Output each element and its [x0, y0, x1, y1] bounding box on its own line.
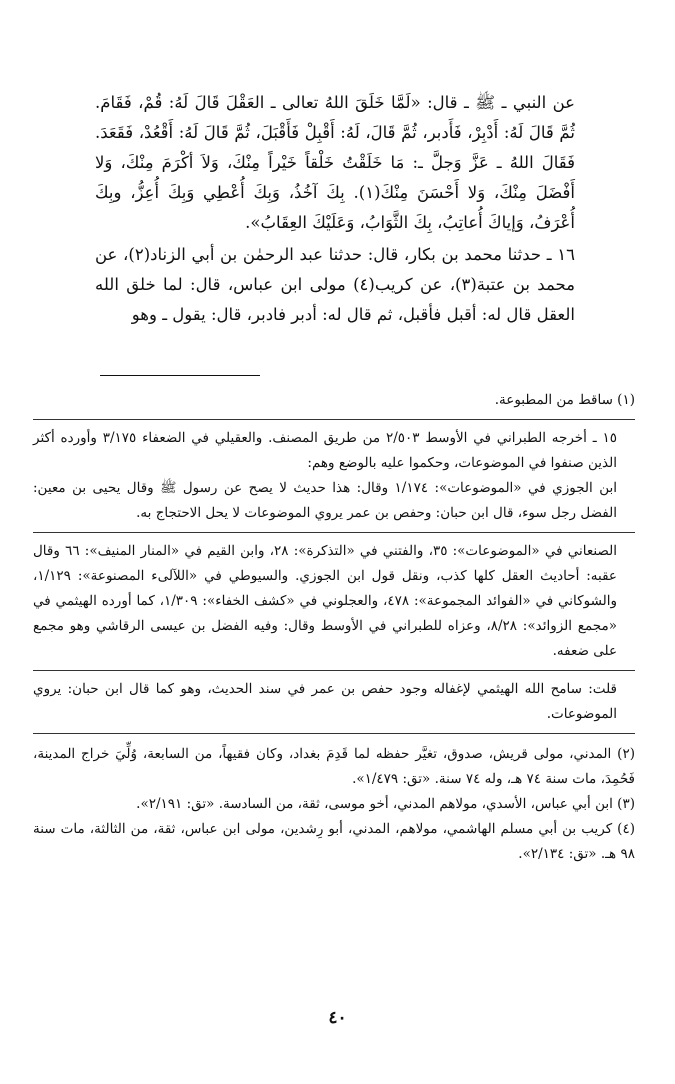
footnote-1-sources: الصنعاني في «الموضوعات»: ٣٥، والفتني في «التذكرة»: ٢٨، وابن القيم في «المنار المنيف»: ٦٦ وقال عقبه: أحاديث العقل كلها كذب، ونقل قول ابن الجوزي. والسيوطي في «اللآلىء المصنوعة»: ١/١٢٩، والشوكاني في «الفوائد المجموعة»: ٤٧٨، والعجلوني في «كشف الخفاء»: ١/٣٠٩، كما أورده الهيثمي في «مجمع الزوائد»: ٨/٢٨، وعزاه للطبراني في الأوسط وقال: وفيه الفضل بن عيسى الرقاشي وهو مجمع على ضعفه. [33, 543, 617, 659]
footnote-1: (١) ساقط من المطبوعة. [494, 392, 635, 408]
footnotes [33, 388, 635, 867]
footnote-divider [100, 375, 260, 376]
footnote-rule [33, 733, 635, 734]
footnote-rule [33, 532, 635, 533]
hadith-paragraph-15: عن النبي ـ ﷺ ـ قال: «لَمَّا خَلَقَ اللهُ تعالى ـ العَقْلَ قَالَ لَهُ: قُمْ، فَقَامَ. ثُمَّ قَالَ لَهُ: أَدْبِرْ، فَأَدبر، ثُمَّ قَالَ، لَهُ: أَقْبِلْ فَأَقْبَلَ، ثُمَّ قَالَ لَهُ: أَقْعُدْ، فَقَعَدَ. فَقَالَ اللهُ ـ عَزَّ وَجلَّ ـ: مَا خَلَقْتُ خَلْقاً خَيْراً مِنْكَ، وَلاَ أكْرَمَ مِنْكَ، وَلا أَفْضَلَ مِنْكَ، وَلا أَحْسَنَ مِنْكَ(١). بِكَ آخُذُ، وَبِكَ أُعْطِي وَبِكَ أُعِزُّ، وبِكَ أُعْرَفُ، وَإياكَ أُعاتِبُ، بِكَ الثَّوَابُ، وَعَلَيْكَ العِقَابُ». [95, 93, 576, 232]
hadith-paragraph-16: ١٦ ـ حدثنا محمد بن بكار، قال: حدثنا عبد الرحمٰن بن أبي الزناد(٢)، عن محمد بن عتبة(٣)، عن كريب(٤) مولى ابن عباس، قال: لما خلق الله العقل قال له: أقبل فأقبل، ثم قال له: أدبر فادبر، قال: يقول ـ وهو [95, 245, 575, 324]
footnote-3: (٣) ابن أبي عباس، الأسدي، مولاهم المدني، أخو موسى، ثقة، من السادسة. «تق: ٢/١٩١». [136, 796, 635, 812]
page-number: ٤٠ [328, 1008, 347, 1028]
footnote-4: (٤) كريب بن أبي مسلم الهاشمي، مولاهم، المدني، أبو رِشدين، مولى ابن عباس، ثقة، من الثالثة، مات سنة ٩٨ هـ. «تق: ٢/١٣٤». [33, 821, 635, 862]
footnote-1-takhrij: ١٥ ـ أخرجه الطبراني في الأوسط ٢/٥٠٣ من طريق المصنف. والعقيلي في الضعفاء ٣/١٧٥ وأورده أكثر الذين صنفوا في الموضوعات، وحكموا عليه بالوضع وهم: [33, 430, 617, 471]
footnote-1-ibn-al-jawzi: ابن الجوزي في «الموضوعات»: ١/١٧٤ وقال: هذا حديث لا يصح عن رسول ﷺ وقال يحيى بن معين: الفضل رجل سوء، قال ابن حبان: وحفص بن عمر يروي الموضوعات لا يحل الاحتجاج به. [33, 480, 617, 521]
footnote-rule [33, 670, 635, 671]
footnote-1-comment: قلت: سامح الله الهيثمي لإغفاله وجود حفص بن عمر في سند الحديث، وهو كما قال ابن حبان: يروي الموضوعات. [33, 681, 617, 722]
footnote-2: (٢) المدني، مولى قريش، صدوق، تغيَّر حفظه لما قَدِمَ بغداد، وكان فقيهاً، من السابعة، وُلِّيَ خراج المدينة، فَحُمِدَ، مات سنة ٧٤ هـ، وله ٧٤ سنة. «تق: ١/٤٧٩». [33, 746, 635, 787]
footnote-rule [33, 419, 635, 420]
main-text [95, 88, 575, 330]
